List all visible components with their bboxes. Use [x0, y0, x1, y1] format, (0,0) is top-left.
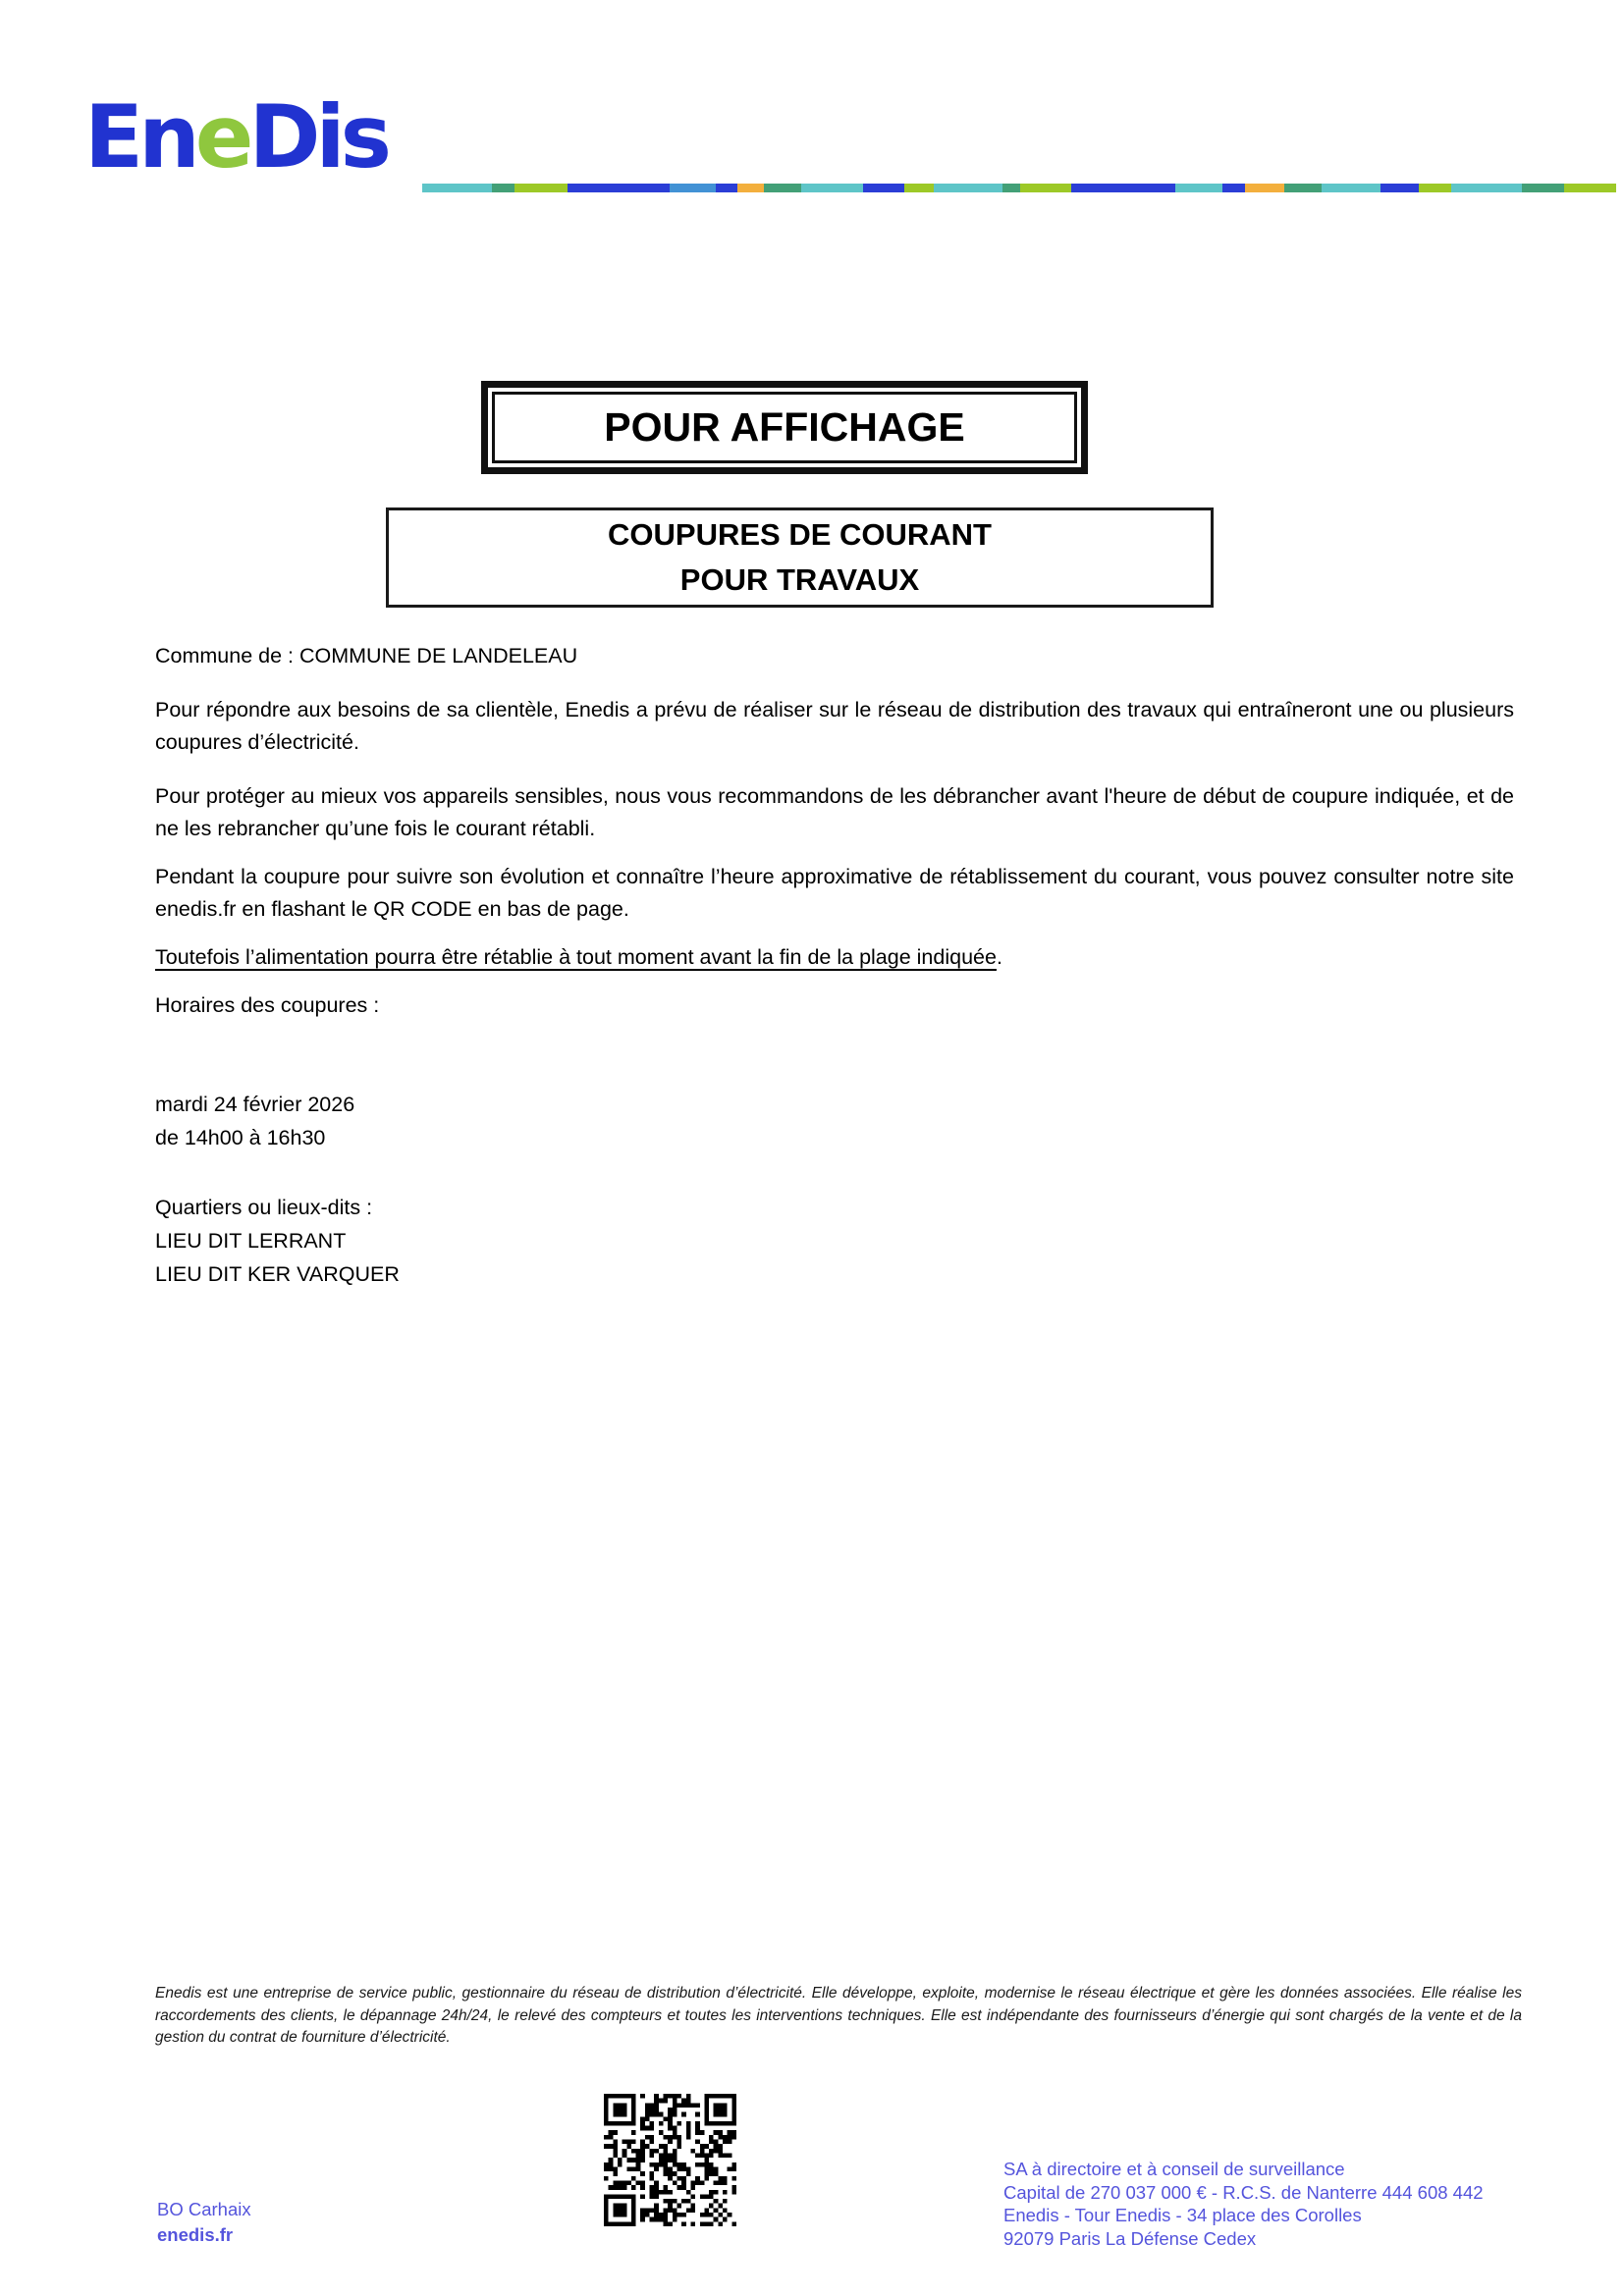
paragraph-advice: Pour protéger au mieux vos appareils sensibles, nous vous recommandons de les débrancher avant l'heure de début de coupure indiquée, et de ne les rebrancher qu’une fois le courant rétabli.	[155, 784, 1514, 840]
display-banner-title: POUR AFFICHAGE	[492, 392, 1077, 463]
legal-block	[1003, 2158, 1484, 2250]
strip-segment	[1071, 184, 1174, 192]
strip-segment	[764, 184, 801, 192]
strip-segment	[514, 184, 568, 192]
districts-block	[155, 1191, 1514, 1291]
company-description: Enedis est une entreprise de service public, gestionnaire du réseau de distribution d’électricité. Elle développe, exploite, modernise le réseau électrique et gère les données associées. Elle réalise les raccordements des clients, le dépannage 24h/24, le relevé des compteurs et toutes les interventions techniques. Elle est indépendante des fournisseurs d’énergie qui sont chargés de la vente et de la gestion du contrat de fourniture d’électricité.	[155, 1985, 1522, 2046]
paragraph-qr-info: Pendant la coupure pour suivre son évolution et connaître l’heure approximative de rétablissement du courant, vous pouvez consulter notre site enedis.fr en flashant le QR CODE en bas de page.	[155, 865, 1514, 921]
strip-segment	[1380, 184, 1419, 192]
strip-segment	[1002, 184, 1020, 192]
office-name: BO Carhaix	[157, 2199, 251, 2219]
qr-code	[604, 2094, 736, 2226]
strip-segment	[1564, 184, 1616, 192]
strip-segment	[737, 184, 764, 192]
paragraph-emphasis: Toutefois l’alimentation pourra être rétablie à tout moment avant la fin de la plage indiquée.	[155, 945, 1002, 969]
strip-segment	[1451, 184, 1521, 192]
schedule-time: de 14h00 à 16h30	[155, 1126, 326, 1149]
legal-line: Enedis - Tour Enedis - 34 place des Corolles	[1003, 2205, 1362, 2225]
paragraph-intro: Pour répondre aux besoins de sa clientèle, Enedis a prévu de réaliser sur le réseau de distribution des travaux qui entraîneront une ou plusieurs coupures d’électricité.	[155, 698, 1514, 754]
strip-segment	[422, 184, 492, 192]
strip-segment	[716, 184, 738, 192]
commune-line: Commune de : COMMUNE DE LANDELEAU	[155, 644, 578, 667]
office-block	[157, 2197, 251, 2248]
notice-title-box	[386, 507, 1214, 608]
strip-segment	[1245, 184, 1285, 192]
notice-title-line2: POUR TRAVAUX	[679, 562, 920, 597]
legal-line: 92079 Paris La Défense Cedex	[1003, 2227, 1257, 2249]
emphasis-underlined: Toutefois l’alimentation pourra être rétablie à tout moment avant la fin de la plage indiquée	[155, 945, 997, 969]
strip-segment	[863, 184, 904, 192]
logo-text-part3: Dis	[248, 86, 388, 187]
logo-text-part2: e	[194, 86, 249, 187]
district-item: LIEU DIT KER VARQUER	[155, 1262, 400, 1286]
strip-segment	[670, 184, 716, 192]
schedule-label: Horaires des coupures :	[155, 993, 380, 1017]
display-banner	[481, 381, 1088, 474]
legal-line: Capital de 270 037 000 € - R.C.S. de Nanterre 444 608 442	[1003, 2181, 1484, 2203]
strip-segment	[1020, 184, 1072, 192]
strip-segment	[1322, 184, 1380, 192]
strip-segment	[492, 184, 514, 192]
header-color-strip	[422, 184, 1616, 192]
legal-line: SA à directoire et à conseil de surveillance	[1003, 2159, 1345, 2179]
website-link: enedis.fr	[157, 2224, 234, 2245]
district-item: LIEU DIT LERRANT	[155, 1229, 347, 1253]
logo-text-part1: En	[84, 86, 195, 187]
body-text	[155, 640, 1514, 1291]
districts-label: Quartiers ou lieux-dits :	[155, 1196, 373, 1219]
strip-segment	[568, 184, 670, 192]
strip-segment	[1522, 184, 1565, 192]
schedule-block	[155, 1088, 1514, 1154]
strip-segment	[934, 184, 1001, 192]
strip-segment	[801, 184, 863, 192]
strip-segment	[1419, 184, 1451, 192]
strip-segment	[1284, 184, 1322, 192]
strip-segment	[904, 184, 934, 192]
schedule-date: mardi 24 février 2026	[155, 1093, 355, 1116]
strip-segment	[1222, 184, 1245, 192]
strip-segment	[1175, 184, 1222, 192]
enedis-logo	[84, 86, 388, 187]
notice-title-line1: COUPURES DE COURANT	[608, 517, 992, 552]
